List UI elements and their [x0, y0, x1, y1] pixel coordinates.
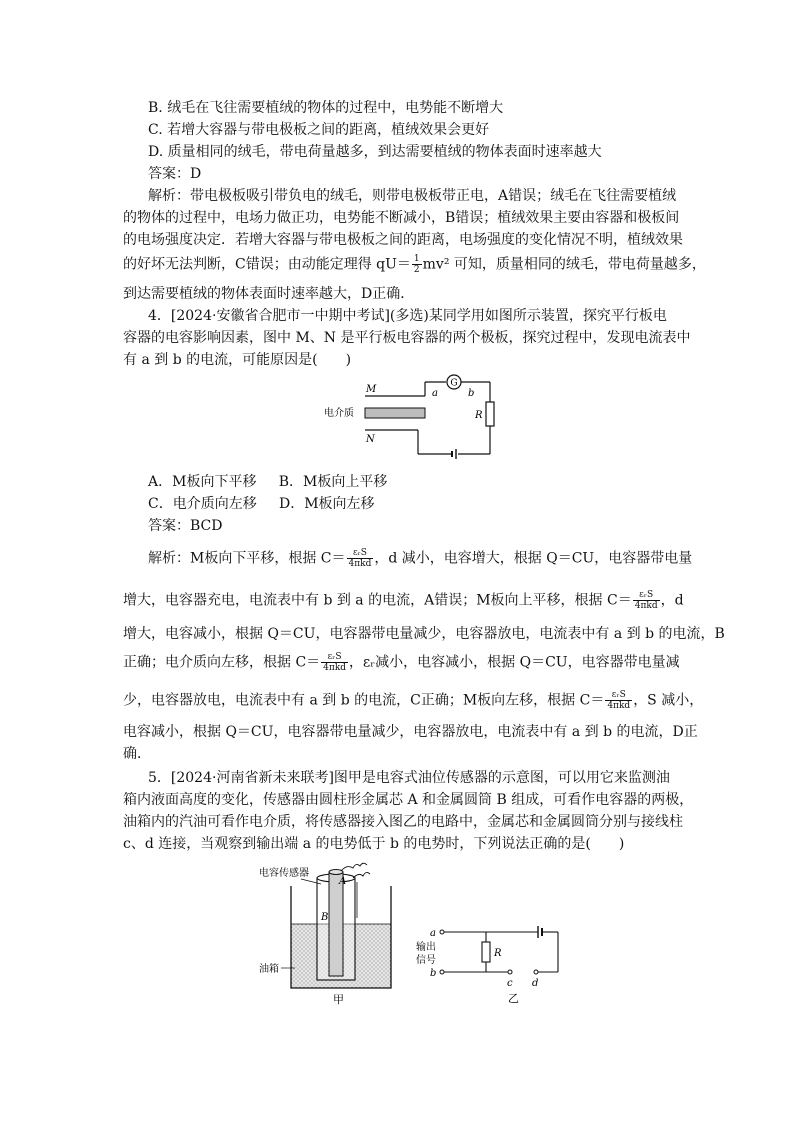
- resistor-label: R: [494, 948, 502, 959]
- capacitance-fraction: [347, 548, 374, 569]
- terminal-a-label: a: [430, 928, 436, 939]
- q4-explanation-line: 增大，电容减小，根据 Q＝CU，电容器带电量减少，电容器放电，电流表中有 a 到 b 的电流，B: [123, 626, 725, 642]
- core-a-label: A: [339, 876, 347, 887]
- sensor-label: 电容传感器: [259, 868, 309, 879]
- fraction-den: 2: [413, 265, 420, 275]
- output-label: 输出: [416, 942, 436, 953]
- q4-circuit-figure: [320, 372, 500, 464]
- q4-stem: 容器的电容影响因素，图中 M、N 是平行板电容器的两个极板，探究过程中，发现电流表中: [123, 330, 691, 346]
- resistor-label: R: [475, 410, 483, 421]
- text: 正确；电介质向左移，根据 C＝: [123, 654, 321, 671]
- option-c: C. 若增大容器与带电极板之间的距离，植绒效果会更好: [148, 122, 490, 138]
- q4-answer: 答案：BCD: [148, 518, 223, 534]
- explanation-line: [123, 254, 706, 275]
- oil-tank-figure: [255, 862, 415, 1006]
- explanation-line: 的物体的过程中，电场力做正功，电势能不断减小，B错误；植绒效果主要由容器和极板间: [123, 210, 680, 226]
- output-circuit-figure: [414, 920, 564, 1010]
- option-b: B. 绒毛在飞往需要植绒的物体的过程中，电势能不断增大: [148, 100, 504, 116]
- fraction-den: 4πkd: [348, 559, 372, 569]
- fraction-num: 1: [413, 254, 420, 264]
- q4-explanation-line: [123, 690, 703, 711]
- figure-a-caption: 甲: [333, 993, 344, 1006]
- capacitance-fraction: [633, 590, 660, 611]
- text: 的好坏无法判断，C错误；由动能定理得 qU＝: [123, 256, 411, 273]
- fraction-num: εᵣS: [321, 652, 348, 663]
- fraction-num: εᵣS: [605, 690, 632, 701]
- plate-n-label: N: [366, 434, 375, 445]
- tank-label: 油箱: [259, 964, 279, 975]
- fraction-num: εᵣS: [347, 548, 374, 559]
- q4-option-b: B．M板向上平移: [278, 474, 388, 490]
- dielectric-label: 电介质: [324, 408, 354, 419]
- figure-b-caption: 乙: [508, 992, 519, 1005]
- q4-option-d: D．M板向左移: [278, 496, 375, 512]
- explanation-line: 解析：带电极板吸引带负电的绒毛，则带电极板带正电，A错误；绒毛在飞往需要植绒: [148, 188, 677, 204]
- q4-options-row: [148, 472, 387, 492]
- q4-explanation-line: [123, 652, 680, 673]
- q4-option-a: A．M板向下平移: [148, 474, 257, 490]
- q4-explanation-line: 电容减小，根据 Q＝CU，电容器带电量减少，电容器放电，电流表中有 a 到 b 的电流，D正: [123, 724, 698, 740]
- text: mv² 可知，质量相同的绒毛，带电荷量越多，: [422, 256, 706, 273]
- terminal-b-label: b: [430, 968, 437, 979]
- q5-stem: 5．[2024·河南省新未来联考]图甲是电容式油位传感器的示意图，可以用它来监测油: [148, 770, 670, 786]
- q4-explanation-line: [148, 548, 692, 569]
- text: ，d: [660, 592, 684, 609]
- answer: 答案：D: [148, 166, 202, 182]
- q5-stem: 油箱内的汽油可看作电介质，将传感器接入图乙的电路中，金属芯和金属圆筒分别与接线柱: [123, 814, 683, 830]
- terminal-d-label: d: [532, 978, 539, 989]
- q4-option-c: C．电介质向左移: [148, 496, 257, 512]
- text: 少，电容器放电，电流表中有 a 到 b 的电流，C正确；M板向左移，根据 C＝: [123, 692, 605, 709]
- fraction-den: 4πkd: [634, 601, 658, 611]
- terminal-c-label: c: [507, 978, 513, 989]
- point-b-label: b: [468, 388, 475, 399]
- q4-options-row: [148, 494, 375, 514]
- point-a-label: a: [432, 388, 438, 399]
- text: ，εᵣ减小，电容减小，根据 Q＝CU，电容器带电量减: [349, 654, 680, 671]
- cylinder-b-label: B: [321, 912, 329, 923]
- capacitance-fraction: [321, 652, 348, 673]
- fraction-den: 4πkd: [323, 663, 347, 673]
- q5-stem: c、d 连接，当观察到输出端 a 的电势低于 b 的电势时，下列说法正确的是( ): [123, 836, 625, 852]
- fraction-den: 4πkd: [607, 701, 631, 711]
- galvanometer-label: G: [450, 378, 458, 389]
- q5-stem: 箱内液面高度的变化，传感器由圆柱形金属芯 A 和金属圆筒 B 组成，可看作电容器的两极，: [123, 792, 694, 808]
- explanation-line: 到达需要植绒的物体表面时速率越大，D正确．: [123, 286, 415, 302]
- capacitance-fraction: [605, 690, 632, 711]
- q4-explanation-line: 确．: [123, 746, 151, 762]
- q4-stem: 4．[2024·安徽省合肥市一中期中考试](多选)某同学用如图所示装置，探究平行板电: [148, 308, 667, 324]
- text: ，S 减小，: [633, 692, 704, 709]
- plate-m-label: M: [366, 384, 377, 395]
- q4-stem: 有 a 到 b 的电流，可能原因是( ): [123, 352, 352, 368]
- fraction: [412, 254, 422, 275]
- q4-explanation-line: [123, 590, 684, 611]
- signal-label: 信号: [416, 955, 436, 966]
- text: ，d 减小，电容增大，根据 Q＝CU，电容器带电量: [374, 550, 693, 567]
- text: 解析：M板向下平移，根据 C＝: [148, 550, 346, 567]
- fraction-num: εᵣS: [633, 590, 660, 601]
- text: 增大，电容器充电，电流表中有 b 到 a 的电流，A错误；M板向上平移，根据 C＝: [123, 592, 632, 609]
- explanation-line: 的电场强度决定．若增大容器与带电极板之间的距离，电场强度的变化情况不明，植绒效果: [123, 232, 683, 248]
- option-d: D. 质量相同的绒毛，带电荷量越多，到达需要植绒的物体表面时速率越大: [148, 144, 602, 160]
